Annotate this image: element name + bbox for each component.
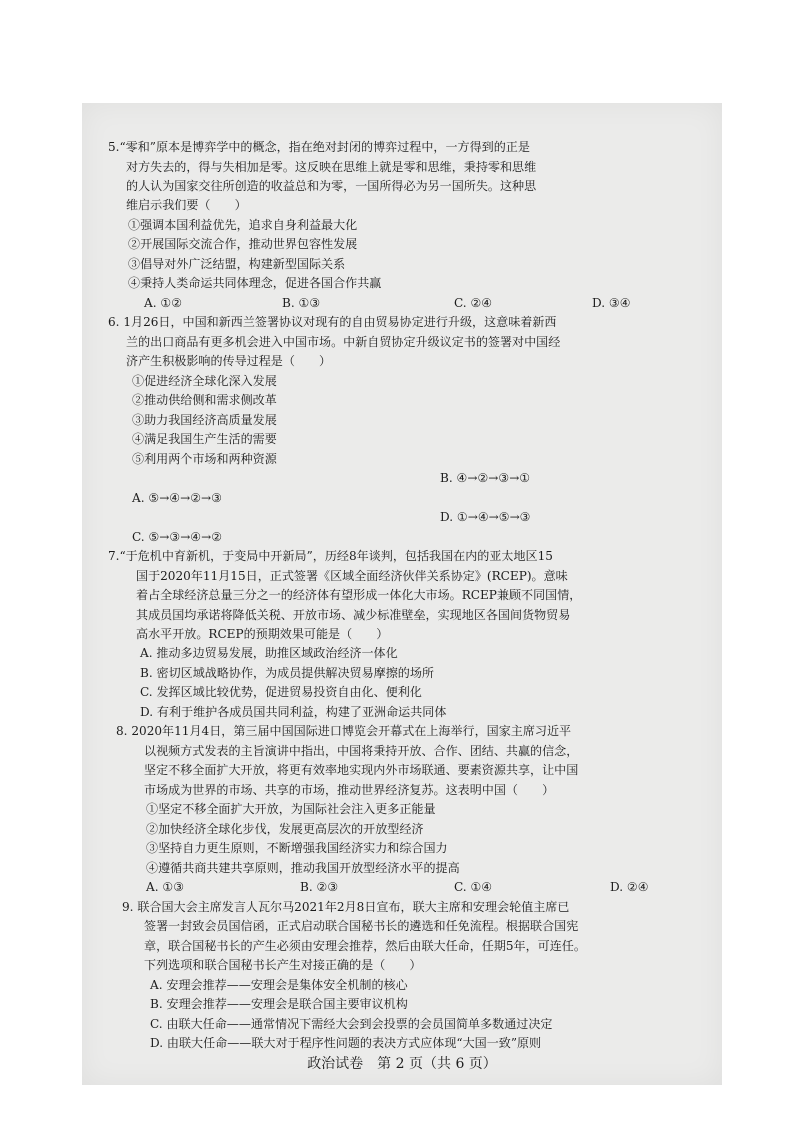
q8-option-c: C. ①④ [454, 880, 493, 895]
q6-option-b: B. ④→②→③→① [440, 471, 531, 486]
q5-option-d: D. ③④ [592, 295, 631, 310]
q6-line: 济产生积极影响的传导过程是（ ） [126, 354, 332, 369]
q8-item: ②加快经济全球化步伐，发展更高层次的开放型经济 [146, 821, 424, 836]
q5-item: ①强调本国利益优先，追求自身利益最大化 [128, 217, 358, 232]
q7-option-b: B. 密切区域战略协作，为成员提供解决贸易摩擦的场所 [140, 665, 434, 680]
q9-option-c: C. 由联大任命——通常情况下需经大会到会投票的会员国简单多数通过决定 [150, 1016, 553, 1031]
q7-option-a: A. 推动多边贸易发展，助推区域政治经济一体化 [140, 646, 398, 661]
q5-option-b: B. ①③ [282, 295, 321, 310]
q6-option-d: D. ①→④→⑤→③ [440, 510, 531, 525]
q6-item: ①促进经济全球化深入发展 [132, 373, 277, 388]
q5-line: 对方失去的，得与失相加是零。这反映在思维上就是零和思维，秉持零和思维 [126, 159, 537, 174]
q6-line: 兰的出口商品有更多机会进入中国市场。中新自贸协定升级议定书的签署对中国经 [126, 334, 561, 349]
q9-option-a: A. 安理会推荐——安理会是集体安全机制的核心 [150, 977, 408, 992]
q9-line: 下列选项和联合国秘书长产生对接正确的是（ ） [144, 958, 422, 973]
q8-item: ③坚持自力更生原则，不断增强我国经济实力和综合国力 [146, 841, 448, 856]
q7-line: 国于2020年11月15日，正式签署《区域全面经济伙伴关系协定》(RCEP)。意味 [136, 568, 568, 583]
page-footer: 政治试卷 第 2 页（共 6 页） [307, 1056, 497, 1072]
q5-line: 5.“零和”原本是博弈学中的概念，指在绝对封闭的博弈过程中，一方得到的正是 [108, 140, 530, 154]
q6-option-c: C. ⑤→③→④→② [132, 529, 223, 544]
q6-line: 6. 1月26日，中国和新西兰签署协议对现有的自由贸易协定进行升级，这意味着新西 [108, 315, 557, 330]
q6-option-a: A. ⑤→④→②→③ [132, 490, 222, 505]
q8-line: 8. 2020年11月4日，第三届中国国际进口博览会开幕式在上海举行，国家主席习近平 [116, 724, 572, 739]
q5-option-c: C. ②④ [454, 295, 493, 310]
q5-line: 维启示我们要（ ） [126, 198, 247, 213]
q5-line: 的人认为国家交往所创造的收益总和为零，一国所得必为另一国所失。这种思 [126, 179, 537, 193]
q9-line: 章，联合国秘书长的产生必须由安理会推荐，然后由联大任命，任期5年，可连任。 [144, 938, 586, 953]
q7-option-d: D. 有利于维护各成员国共同利益，构建了亚洲命运共同体 [140, 704, 447, 719]
q6-item: ⑤利用两个市场和两种资源 [132, 451, 277, 466]
q8-item: ④遵循共商共建共享原则，推动我国开放型经济水平的提高 [146, 860, 460, 875]
q9-option-d: D. 由联大任命——联大对于程序性问题的表决方式应体现“大国一致”原则 [150, 1036, 542, 1050]
q8-line: 坚定不移全面扩大开放，将更有效率地实现内外市场联通、要素资源共享，让中国 [144, 763, 579, 778]
q5-item: ③倡导对外广泛结盟，构建新型国际关系 [128, 256, 346, 271]
q8-line: 市场成为世界的市场、共享的市场，推动世界经济复苏。这表明中国（ ） [144, 782, 555, 797]
q8-line: 以视频方式发表的主旨演讲中指出，中国将秉持开放、合作、团结、共赢的信念， [144, 743, 579, 758]
q7-line: 其成员国均承诺将降低关税、开放市场、减少标准壁垒，实现地区各国间货物贸易 [136, 607, 571, 622]
q9-line: 9. 联合国大会主席发言人瓦尔马2021年2月8日宣布，联大主席和安理会轮值主席已 [122, 899, 570, 914]
q7-line: 着占全球经济总量三分之一的经济体有望形成一体化大市场。RCEP兼顾不同国情， [136, 588, 582, 602]
q6-item: ④满足我国生产生活的需要 [132, 432, 277, 447]
q7-line: 7.“于危机中育新机，于变局中开新局”，历经8年谈判，包括我国在内的亚太地区15 [108, 549, 553, 563]
q8-option-d: D. ②④ [610, 880, 649, 895]
q8-item: ①坚定不移全面扩大开放，为国际社会注入更多正能量 [146, 802, 436, 817]
q5-item: ④秉持人类命运共同体理念，促进各国合作共赢 [128, 276, 382, 291]
q6-item: ③助力我国经济高质量发展 [132, 412, 277, 427]
q9-option-b: B. 安理会推荐——安理会是联合国主要审议机构 [150, 997, 408, 1011]
q7-line: 高水平开放。RCEP的预期效果可能是（ ） [136, 627, 389, 641]
bleed-through-text [382, 207, 396, 227]
q8-option-a: A. ①③ [146, 880, 185, 895]
q5-option-a: A. ①② [144, 295, 183, 310]
exam-page [82, 103, 722, 1085]
q5-item: ②开展国际交流合作，推动世界包容性发展 [128, 237, 358, 252]
q7-option-c: C. 发挥区域比较优势，促进贸易投资自由化、便利化 [140, 685, 422, 700]
q9-line: 签署一封致会员国信函，正式启动联合国秘书长的遴选和任免流程。根据联合国宪 [144, 919, 579, 934]
q8-option-b: B. ②③ [300, 880, 339, 895]
q6-item: ②推动供给侧和需求侧改革 [132, 393, 277, 408]
